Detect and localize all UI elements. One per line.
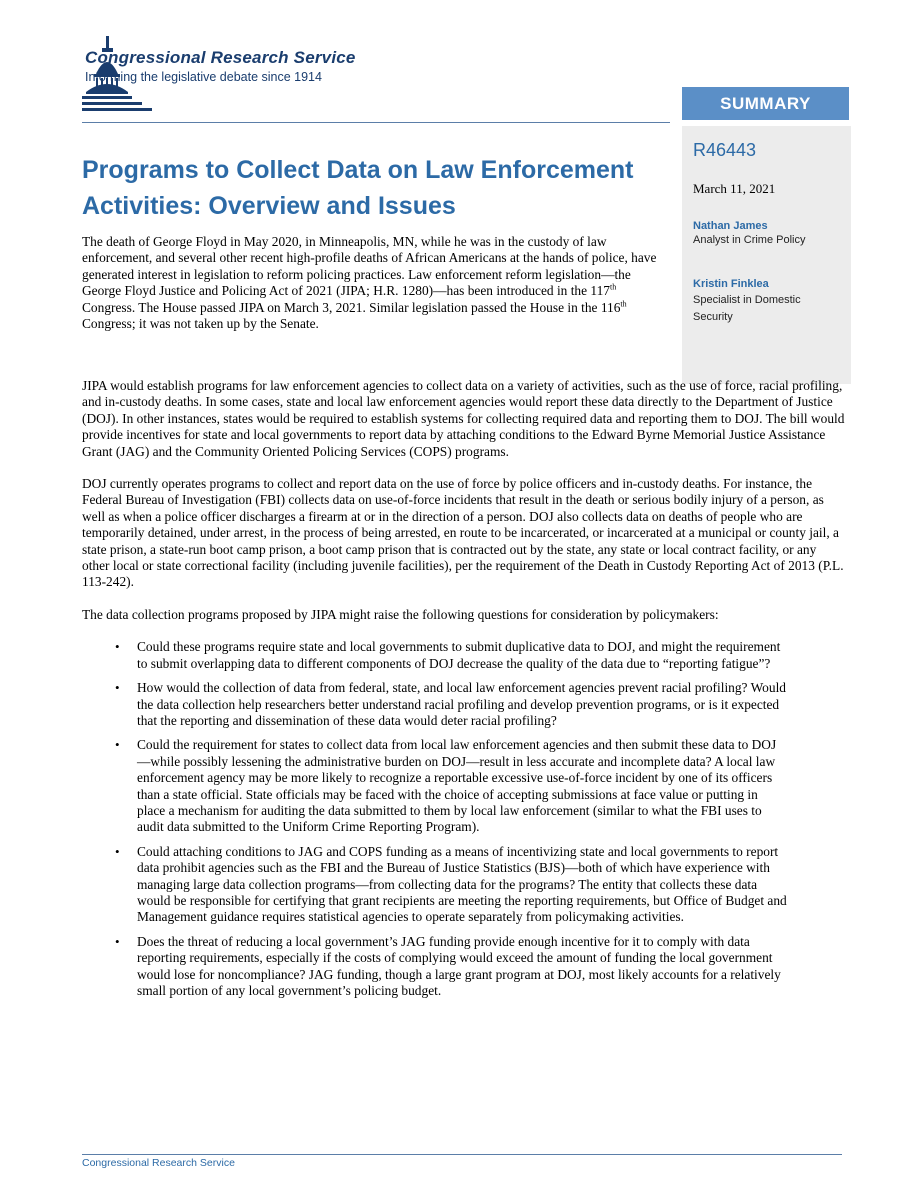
- author-name: Nathan James: [693, 220, 768, 232]
- page-title: [82, 152, 682, 224]
- author-role: Specialist in Domestic Security: [693, 294, 801, 323]
- summary-paragraph-1: [82, 234, 672, 332]
- report-date: March 11, 2021: [693, 181, 776, 196]
- paragraph-text: The death of George Floyd in May 2020, in Minneapolis, MN, while he was in the custody of law enforcement, and several other recent high-profile deaths of African Americans at the hands of police, have generated interest in legislation to reform policing practices. Law enforcement reform legislation—the George Floyd Justice and Policing Act of 2021 (JIPA; H.R. 1280)—has been introduced in the 117: [82, 234, 657, 299]
- summary-tab: SUMMARY: [682, 87, 849, 120]
- summary-paragraph-2: JIPA would establish programs for law enforcement agencies to collect data on a variety of activities, such as the use of force, racial profiling, and in-custody deaths. In some cases, state and local law enforcement agencies would report these data directly to the Department of Justice (DOJ). In other instances, states would be required to establish systems for collecting required data and reporting them to DOJ. The bill would provide incentives for state and local governments to report data by attaching conditions to the Edward Byrne Memorial Justice Assistance Grant (JAG) and the Community Oriented Policing Services (COPS) programs.: [82, 378, 845, 459]
- superscript: th: [620, 299, 627, 309]
- report-number: R46443: [693, 140, 757, 160]
- summary-sidebar: [682, 126, 851, 384]
- summary-paragraph-4: The data collection programs proposed by JIPA might raise the following questions for consideration by policymakers:: [82, 606, 719, 622]
- list-item: • Could the requirement for states to collect data from local law enforcement agencies and then submit these data to DOJ—while possibly lessening the administrative burden on DOJ—result in less accurate and incomplete data? A local law enforcement agency may be more likely to recognize a reportable excessive use-of-force incident by one of its officers than a state official. State officials may be faced with the choice of accepting submissions at face value or putting in place a mechanism for auditing the data submitted to them by local law enforcement (similar to what the FBI uses to audit data submitted to the Uniform Crime Reporting Program).: [82, 737, 787, 835]
- header-divider: [82, 122, 670, 123]
- paragraph-text: Congress; it was not taken up by the Senate.: [82, 316, 319, 332]
- policy-questions-list: [82, 639, 847, 999]
- summary-paragraph-3: DOJ currently operates programs to collect and report data on the use of force by police officers and in-custody deaths. For instance, the Federal Bureau of Investigation (FBI) collects data on use-of-force incidents that result in the death or serious bodily injury of a person, as well as when a police officer discharges a firearm at or in the direction of a person. DOJ also collects data on deaths of people who are temporarily detained, under arrest, in the process of being arrested, en route to be incarcerated, or incarcerated at a municipal or county jail, a state prison, a state-run boot camp prison, a boot camp prison that is contracted out by the state, any state or local contract facility, or any other local or state correctional facility (including juvenile facilities), per the requirement of the Death in Custody Reporting Act of 2013 (P.L. 113-242).: [82, 476, 844, 590]
- list-item: • Does the threat of reducing a local government’s JAG funding provide enough incentive for it to comply with data reporting requirements, especially if the costs of complying would exceed the amount of funding the local government would lose for noncompliance? JAG funding, though a large grant program at DOJ, most likely accounts for a relatively small portion of any local government’s policing budget.: [82, 934, 787, 1000]
- list-item: • How would the collection of data from federal, state, and local law enforcement agencies prevent racial profiling? Would the data collection help researchers better understand racial profiling and develop prevention programs, or is it expected that the reporting and dissemination of these data would deter racial profiling?: [82, 680, 787, 729]
- footer-divider: [82, 1154, 842, 1155]
- superscript: th: [610, 282, 617, 292]
- summary-body: [82, 378, 847, 1007]
- org-name: Congressional Research Service: [85, 48, 356, 67]
- title-line-2: Activities: Overview and Issues: [82, 192, 456, 220]
- footer-org-name: Congressional Research Service: [82, 1157, 235, 1169]
- list-item: • Could attaching conditions to JAG and COPS funding as a means of incentivizing state and local governments to report data prohibit agencies such as the FBI and the Bureau of Justice Statistics (BJS)—both of which have experience with managing large data collection programs—from collecting data for the programs? The entity that collects these data would be responsible for certifying that grant recipients are meeting the reporting requirements, but Office of Budget and Management guidance requires statistical agencies to operate separately from policymaking activities.: [82, 844, 787, 926]
- author-role: Analyst in Crime Policy: [693, 234, 806, 246]
- org-tagline: Informing the legislative debate since 1914: [85, 70, 322, 84]
- title-line-1: Programs to Collect Data on Law Enforcement: [82, 156, 634, 184]
- author-name: Kristin Finklea: [693, 278, 769, 290]
- list-item: • Could these programs require state and local governments to submit duplicative data to DOJ, and might the requirement to submit overlapping data to different components of DOJ decrease the quality of the data due to “reporting fatigue”?: [82, 639, 787, 672]
- paragraph-text: Congress. The House passed JIPA on March 3, 2021. Similar legislation passed the House in the 116: [82, 299, 621, 315]
